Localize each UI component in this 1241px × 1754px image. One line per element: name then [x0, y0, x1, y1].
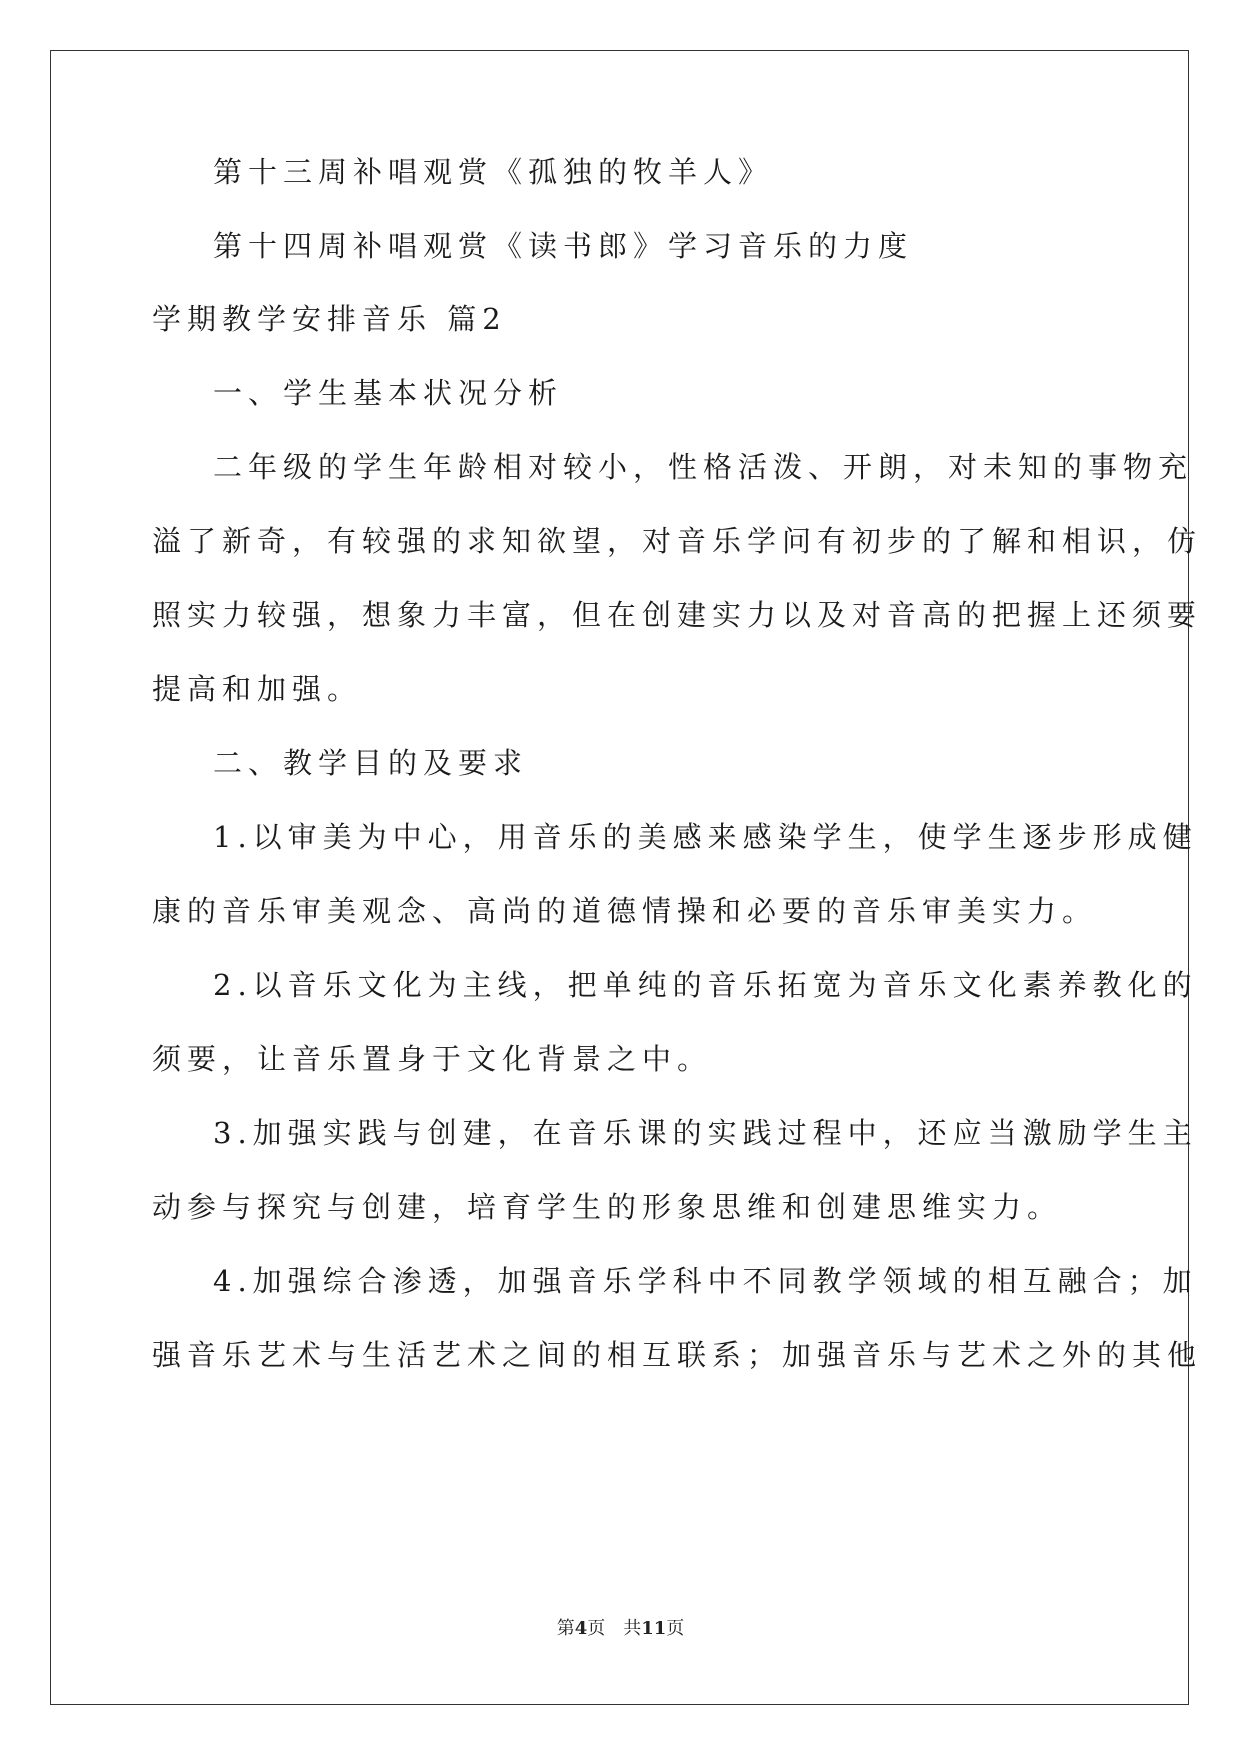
section-heading-part-2: 学期教学安排音乐 篇2 [152, 302, 507, 336]
page-footer [0, 1614, 1241, 1640]
schedule-week-13: 第十三周补唱观赏《孤独的牧羊人》 [213, 155, 774, 189]
total-page-number: 11 [641, 1618, 667, 1639]
paragraph-line: 二年级的学生年龄相对较小，性格活泼、开朗，对未知的事物充 [213, 450, 1194, 484]
total-prefix: 共 [623, 1618, 642, 1639]
schedule-week-14: 第十四周补唱观赏《读书郎》学习音乐的力度 [213, 229, 914, 263]
paragraph-line: 照实力较强，想象力丰富，但在创建实力以及对音高的把握上还须要 [152, 598, 1203, 632]
paragraph-line: 溢了新奇，有较强的求知欲望，对音乐学问有初步的了解和相识，仿 [152, 524, 1203, 558]
paragraph-line: 强音乐艺术与生活艺术之间的相互联系；加强音乐与艺术之外的其他 [152, 1338, 1203, 1372]
page-border [50, 50, 1189, 1705]
total-suffix: 页 [666, 1618, 685, 1639]
page-prefix: 第 [556, 1618, 575, 1639]
goal-item-3: 3.加强实践与创建，在音乐课的实践过程中，还应当激励学生主 [213, 1116, 1198, 1150]
paragraph-line: 须要，让音乐置身于文化背景之中。 [152, 1042, 713, 1076]
subheading-student-analysis: 一、学生基本状况分析 [213, 376, 564, 410]
goal-item-2: 2.以音乐文化为主线，把单纯的音乐拓宽为音乐文化素养教化的 [213, 968, 1198, 1002]
goal-item-1: 1.以审美为中心，用音乐的美感来感染学生，使学生逐步形成健 [213, 820, 1198, 854]
subheading-goals: 二、教学目的及要求 [213, 746, 529, 780]
paragraph-line: 动参与探究与创建，培育学生的形象思维和创建思维实力。 [152, 1190, 1063, 1224]
goal-item-4: 4.加强综合渗透，加强音乐学科中不同教学领域的相互融合；加 [213, 1264, 1198, 1298]
paragraph-line: 康的音乐审美观念、高尚的道德情操和必要的音乐审美实力。 [152, 894, 1098, 928]
page-suffix: 页 [587, 1618, 606, 1639]
paragraph-line: 提高和加强。 [152, 672, 363, 706]
current-page-number: 4 [574, 1618, 588, 1639]
